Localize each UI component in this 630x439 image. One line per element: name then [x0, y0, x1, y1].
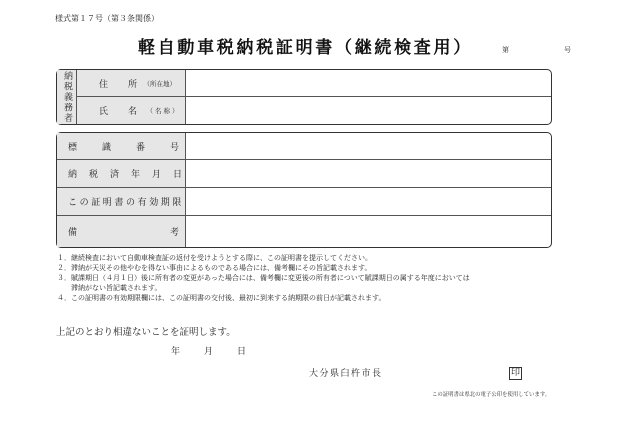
address-label: 住 所 [99, 79, 143, 90]
note-item-continuation: 滞納がない旨記載されます。 [71, 284, 162, 292]
name-label-cell [77, 97, 186, 124]
vehicle-tax-table [56, 132, 552, 248]
plate-number-label: 標 識 番 号 [68, 142, 188, 153]
issue-date-line: 年 月 日 [171, 347, 249, 357]
remarks-label: 備 考 [68, 228, 205, 238]
plate-number-label-cell [57, 133, 186, 160]
remarks-value-cell [186, 216, 551, 247]
expiry-label-cell [57, 188, 186, 216]
plate-number-value-cell [186, 133, 551, 160]
note-item: １．継続検査において自動車検査証の返付を受けようとする際に、この証明書を提示してください。 [57, 254, 372, 262]
paid-date-label-cell [57, 160, 186, 188]
certificate-number-suffix: 号 [564, 46, 571, 54]
expiry-label: この証明書の有効期限 [68, 198, 185, 208]
form-number: 様式第１７号（第３条関係） [55, 14, 159, 23]
note-item: ４．この証明書の有効期限欄には、この証明書の交付後、最初に到来する納期限の前日が記載されます。 [57, 294, 386, 302]
address-sub-label: （所在地） [143, 79, 177, 88]
certificate-number-prefix: 第 [502, 46, 509, 54]
name-value-cell [186, 97, 551, 124]
issuer-name: 大分県臼杵市長 [309, 369, 383, 379]
taxpayer-group-label: 納税義務者 [62, 70, 72, 124]
note-item: ３．賦課期日（４月１日）後に所有者の変更があった場合には、備考欄に変更後の所有者について賦課期日の属する年度においては [57, 274, 470, 282]
electronic-seal-note: この証明書は県北の電子公印を使用しています。 [432, 392, 551, 398]
note-item: ２．滞納が天災その他やむを得ない事由によるものである場合には、備考欄にその旨記載されます。 [57, 264, 372, 272]
address-value-cell [186, 70, 551, 97]
taxpayer-group-cell [57, 70, 77, 124]
taxpayer-table [56, 69, 552, 125]
document-title: 軽自動車税納税証明書（継続検査用） [138, 38, 473, 58]
paid-date-value-cell [186, 160, 551, 188]
notes-list [57, 253, 470, 303]
address-label-cell [77, 70, 186, 97]
expiry-value-cell [186, 188, 551, 216]
name-sub-label: （名称） [146, 107, 181, 115]
name-label: 氏 名 [99, 107, 143, 117]
official-seal-box: 印 [510, 368, 520, 378]
remarks-label-cell [57, 216, 205, 247]
certification-statement: 上記のとおり相違ないことを証明します。 [56, 327, 236, 338]
paid-date-label: 納 税 済 年 月 日 [68, 170, 184, 180]
